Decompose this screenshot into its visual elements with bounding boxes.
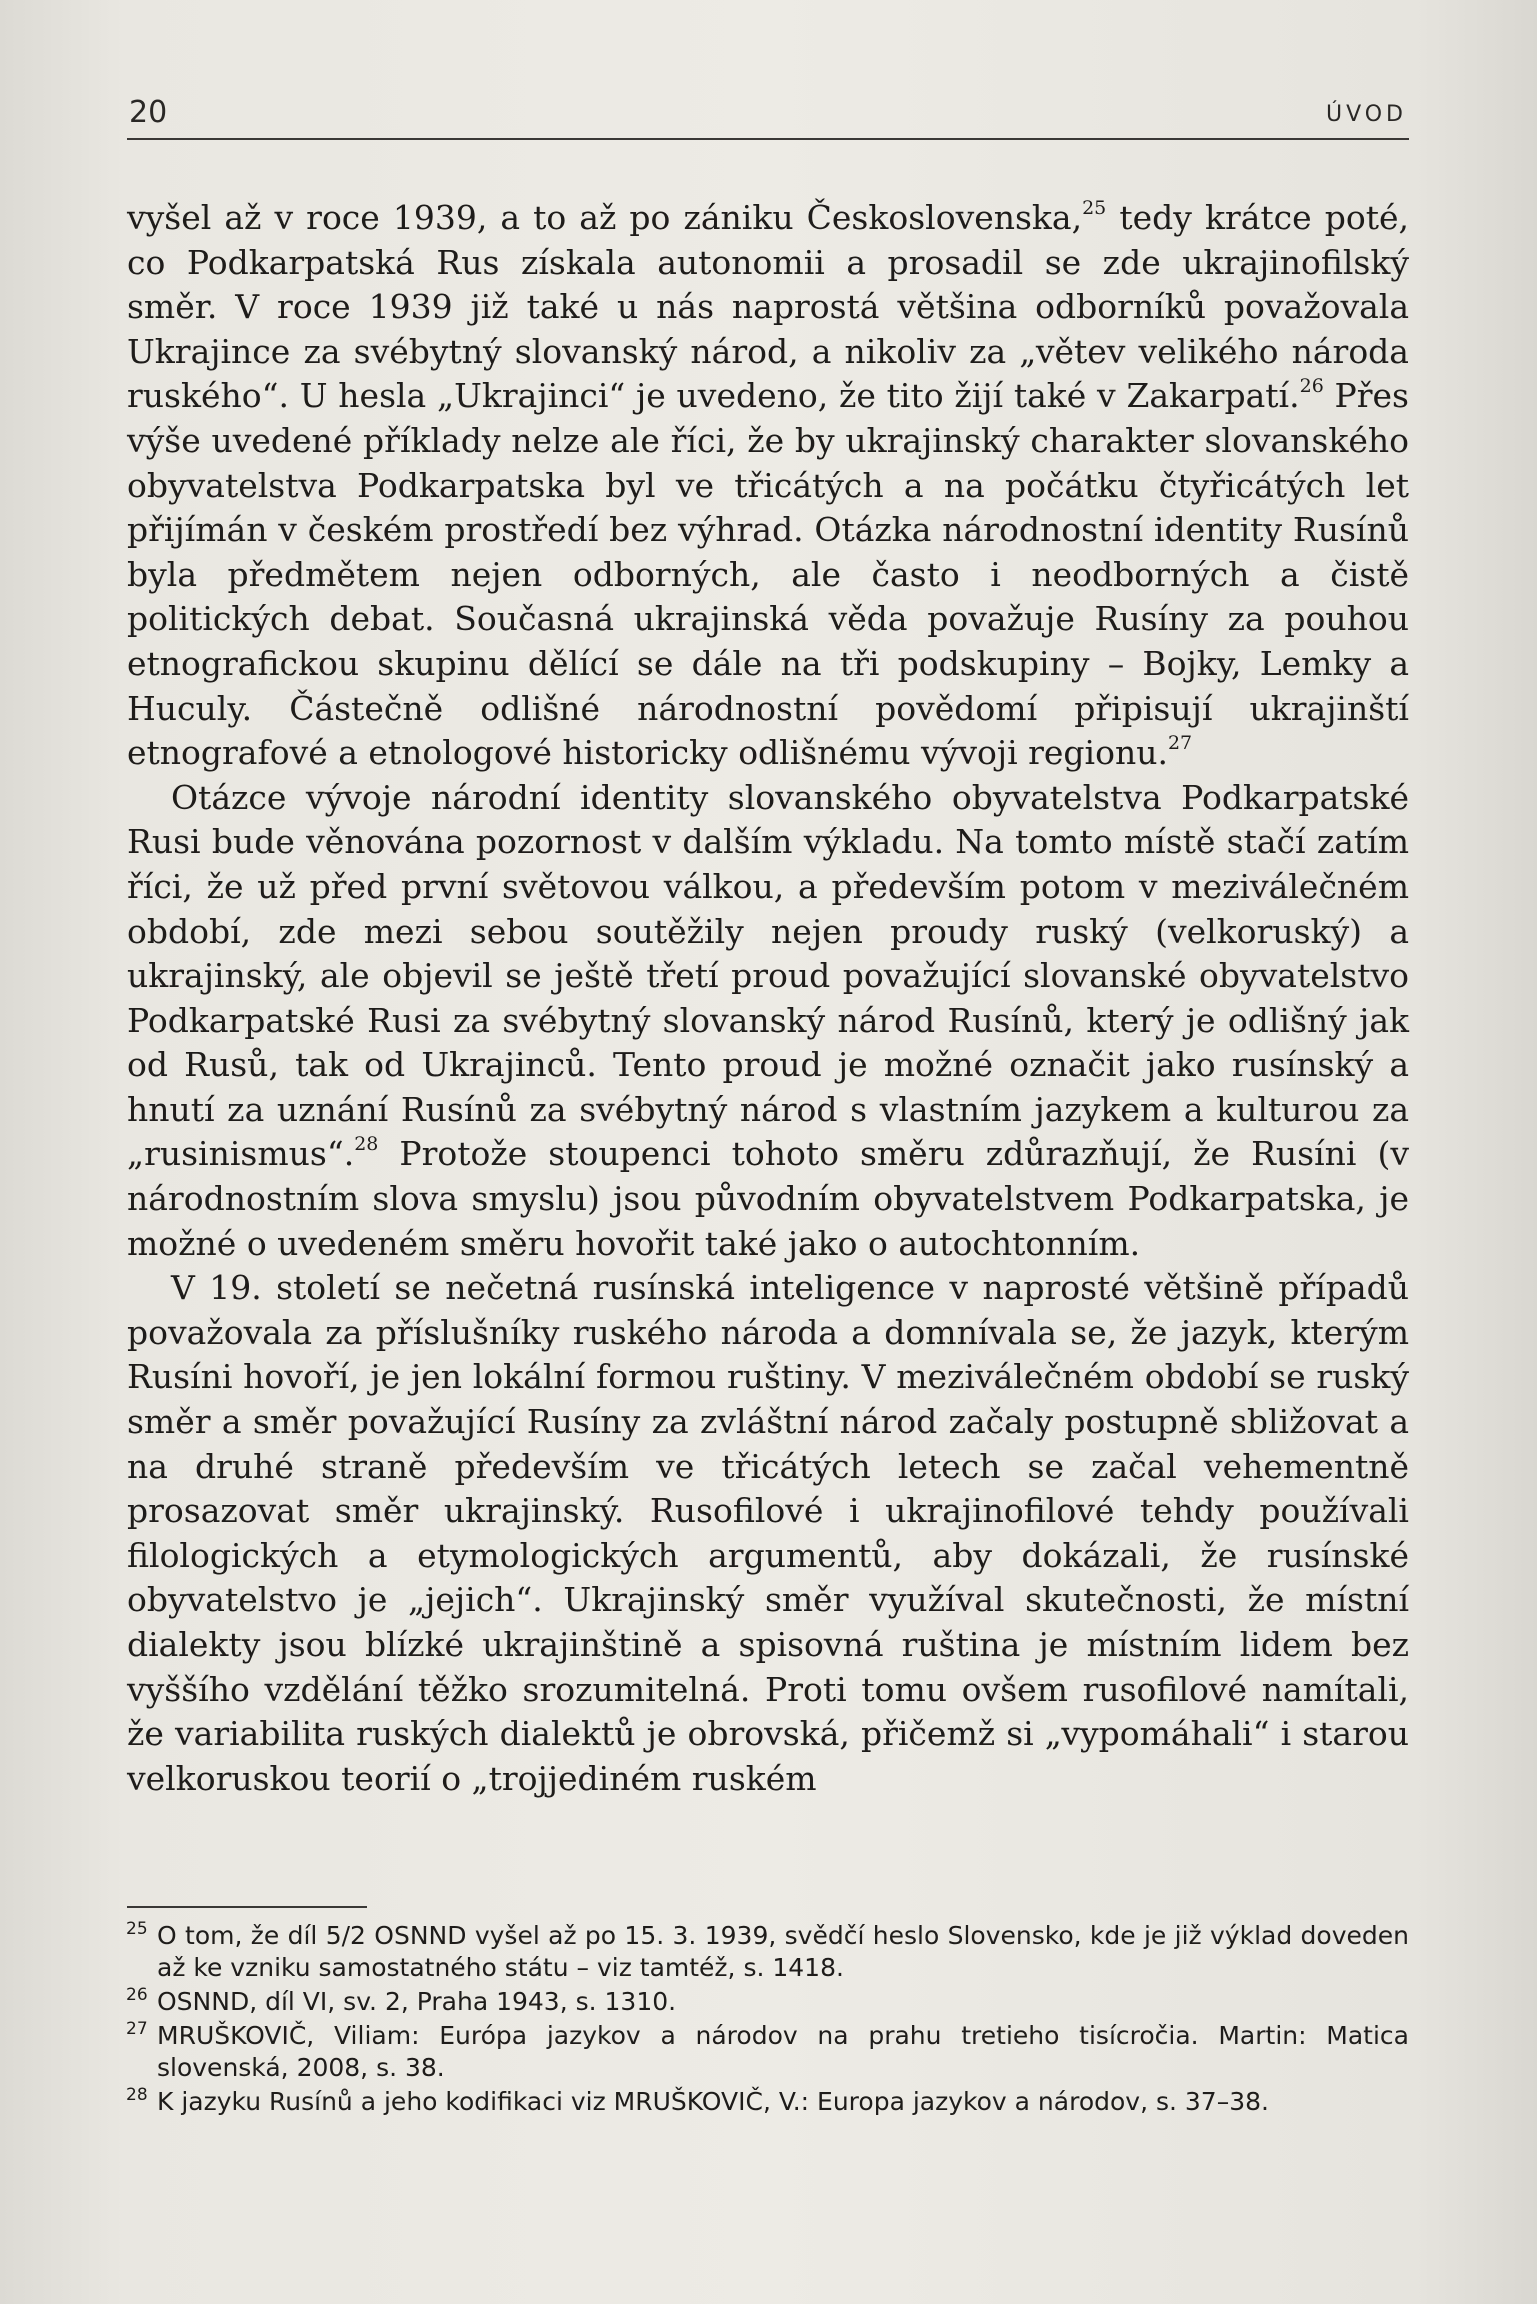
footnote-number: 28 [126, 2085, 148, 2105]
footnote-number: 26 [126, 1985, 148, 2005]
footnote-text: O tom, že díl 5/2 OSNND vyšel až po 15. 3. 1939, svědčí heslo Slovensko, kde je již výklad doveden až ke vzniku samostatného státu – viz tamtéž, s. 1418. [157, 1921, 1409, 1982]
paragraph-1 [127, 196, 1409, 776]
footnotes [127, 1920, 1409, 2120]
footnote-text: K jazyku Rusínů a jeho kodifikaci viz MRUŠKOVIČ, V.: Europa jazykov a národov, s. 37–38. [157, 2087, 1269, 2116]
footnote-ref-28[interactable]: 28 [354, 1133, 379, 1156]
section-title: ÚVOD [1325, 102, 1407, 127]
paragraph-2 [127, 776, 1409, 1267]
main-text [127, 196, 1409, 1801]
paragraph-1-text-b: tedy krátce poté, co Podkarpatská Rus získala autonomii a prosadil se zde ukrajinofilský směr. V roce 1939 již také u nás naprostá většina odborníků považovala Ukrajince za svébytný slovanský národ, a nikoliv za „větev velikého národa ruského“. U hesla „Ukrajinci“ je uvedeno, že tito žijí také v Zakarpatí. [127, 198, 1409, 416]
footnote-text: OSNND, díl VI, sv. 2, Praha 1943, s. 1310. [157, 1987, 677, 2016]
page-number: 20 [129, 95, 168, 130]
footnote-ref-25[interactable]: 25 [1082, 197, 1107, 219]
footnote-number: 25 [126, 1919, 148, 1939]
paragraph-1-text-c: Přes výše uvedené příklady nelze ale říci, že by ukrajinský charakter slovanského obyvatelstva Podkarpatska byl ve třicátých a na počátku čtyřicátých let přijímán v českém prostředí bez výhrad. Otázka národnostní identity Rusínů byla předmětem nejen odborných, ale často i neodborných a čistě politických debat. Současná ukrajinská věda považuje Rusíny za pouhou etnografickou skupinu dělící se dále na tři podskupiny – Bojky, Lemky a Huculy. Částečně odlišné národnostní povědomí připisují ukrajinští etnografové a etnologové historicky odlišnému vývoji regionu. [127, 376, 1409, 773]
running-header [127, 96, 1409, 140]
paragraph-3 [127, 1266, 1409, 1801]
footnote-26 [127, 1986, 1409, 2018]
footnote-25 [127, 1920, 1409, 1984]
footnote-ref-27[interactable]: 27 [1167, 732, 1193, 755]
footnote-separator [127, 1906, 367, 1908]
footnote-ref-26[interactable]: 26 [1299, 375, 1324, 398]
paragraph-2-text-b: Protože stoupenci tohoto směru zdůrazňují, že Rusíni (v národnostním slova smyslu) jsou původním obyvatelstvem Podkarpatska, je možné o uvedeném směru hovořit také jako o autochtonním. [127, 1134, 1409, 1263]
footnote-27 [127, 2020, 1409, 2084]
footnote-text: MRUŠKOVIČ, Viliam: Európa jazykov a národov na prahu tretieho tisícročia. Martin: Matica slovenská, 2008, s. 38. [157, 2021, 1409, 2082]
paragraph-1-text-a: vyšel až v roce 1939, a to až po zániku Československa, [127, 198, 1083, 237]
footnote-number: 27 [126, 2019, 148, 2039]
paragraph-2-text-a: Otázce vývoje národní identity slovanského obyvatelstva Podkarpatské Rusi bude věnována pozornost v dalším výkladu. Na tomto místě stačí zatím říci, že už před první světovou válkou, a především potom v meziválečném období, zde mezi sebou soutěžily nejen proudy ruský (velkoruský) a ukrajinský, ale objevil se ještě třetí proud považující slovanské obyvatelstvo Podkarpatské Rusi za svébytný slovanský národ Rusínů, který je odlišný jak od Rusů, tak od Ukrajinců. Tento proud je možné označit jako rusínský a hnutí za uznání Rusínů za svébytný národ s vlastním jazykem a kulturou za „rusinismus“. [127, 777, 1409, 1174]
paragraph-3-text: V 19. století se nečetná rusínská inteligence v naprosté většině případů považovala za příslušníky ruského národa a domnívala se, že jazyk, kterým Rusíni hovoří, je jen lokální formou ruštiny. V meziválečném období se ruský směr a směr považující Rusíny za zvláštní národ začaly postupně sbližovat a na druhé straně především ve třicátých letech se začal vehementně prosazovat směr ukrajinský. Rusofilové i ukrajinofilové tehdy používali filologických a etymologických argumentů, aby dokázali, že rusínské obyvatelstvo je „jejich“. Ukrajinský směr využíval skutečnosti, že místní dialekty jsou blízké ukrajinštině a spisovná ruština je místním lidem bez vyššího vzdělání těžko srozumitelná. Proti tomu ovšem rusofilové namítali, že variabilita ruských dialektů je obrovská, přičemž si „vypomáhali“ i starou velkoruskou teorií o „trojjediném ruském [127, 1268, 1409, 1798]
footnote-28 [127, 2086, 1409, 2118]
